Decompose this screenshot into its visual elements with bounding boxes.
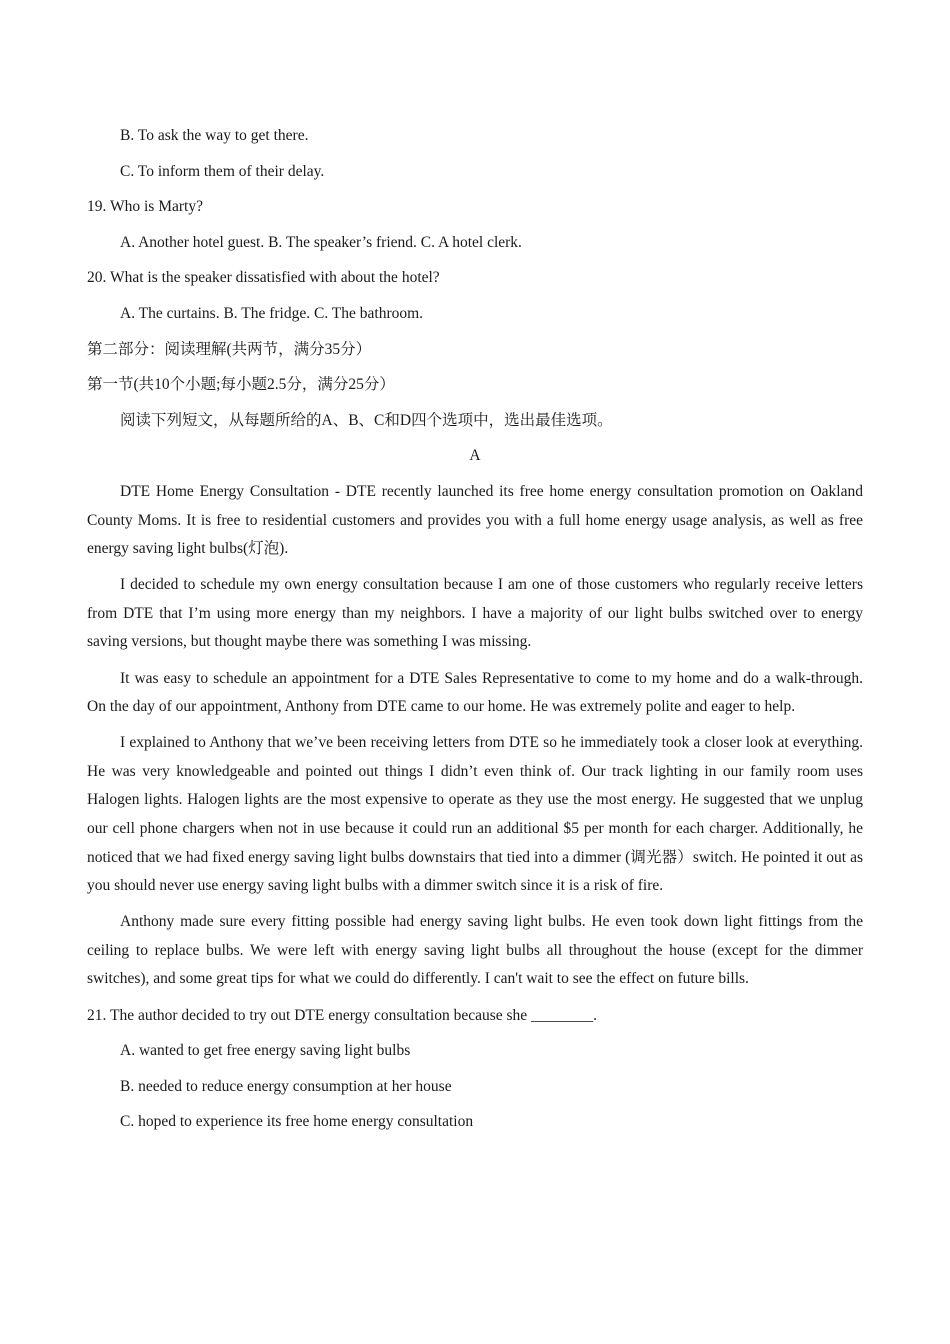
q19-stem: 19. Who is Marty? xyxy=(87,198,203,216)
q20-stem: 20. What is the speaker dissatisfied with about the hotel? xyxy=(87,269,440,287)
passage-paragraph: I explained to Anthony that we’ve been receiving letters from DTE so he immediately took a closer look at everything. He was very knowledgeable and pointed out things I didn’t even think of. Our track lighting in our family room uses Halogen lights. Halogen lights are the most expensive to operate as they use the most energy. He suggested that we unplug our cell phone chargers when not in use because it could run an additional $5 per month for each charger. Additionally, he noticed that we had fixed energy saving light bulbs downstairs that tied into a dimmer (调光器）switch. He pointed it out as you should never use energy saving light bulbs with a dimmer switch since it is a risk of fire. xyxy=(87,734,863,895)
reading-instructions: 阅读下列短文，从每题所给的A、B、C和D四个选项中，选出最佳选项。 xyxy=(120,411,613,429)
part-two-title: 第二部分：阅读理解(共两节，满分35分） xyxy=(87,340,372,358)
q21-stem: 21. The author decided to try out DTE energy consultation because she ________. xyxy=(87,1006,597,1024)
q21-option-b: B. needed to reduce energy consumption at her house xyxy=(120,1077,452,1095)
passage-paragraph: Anthony made sure every fitting possible had energy saving light bulbs. He even took down light fittings from the ceiling to replace bulbs. We were left with energy saving light bulbs all throughout the house (except for the dimmer switches), and some great tips for what we could do differently. I can't wait to see the effect on future bills. xyxy=(87,913,863,988)
q21-option-c: C. hoped to experience its free home energy consultation xyxy=(120,1113,474,1131)
passage-paragraph: DTE Home Energy Consultation - DTE recently launched its free home energy consultation promotion on Oakland County Moms. It is free to residential customers and provides you with a full home energy usage analysis, as well as free energy saving light bulbs(灯泡). xyxy=(87,482,863,558)
q18-option-b: B. To ask the way to get there. xyxy=(120,127,309,144)
section-one-title: 第一节(共10个小题;每小题2.5分，满分25分） xyxy=(87,376,395,394)
q18-option-c: C. To inform them of their delay. xyxy=(120,162,325,180)
q20-options: A. The curtains. B. The fridge. C. The bathroom. xyxy=(120,304,424,322)
passage-paragraph: I decided to schedule my own energy consultation because I am one of those customers who regularly receive letters from DTE that I’m using more energy than my neighbors. I have a majority of our light bulbs switched over to energy saving versions, but thought maybe there was something I was missing. xyxy=(87,576,863,651)
q21-option-a: A. wanted to get free energy saving light bulbs xyxy=(120,1042,411,1060)
q19-options: A. Another hotel guest. B. The speaker’s friend. C. A hotel clerk. xyxy=(120,233,522,251)
passage-label: A xyxy=(469,447,481,465)
exam-page xyxy=(87,122,863,1144)
passage-paragraph: It was easy to schedule an appointment for a DTE Sales Representative to come to my home and do a walk-through. On the day of our appointment, Anthony from DTE came to our home. He was extremely polite and eager to help. xyxy=(87,669,863,716)
